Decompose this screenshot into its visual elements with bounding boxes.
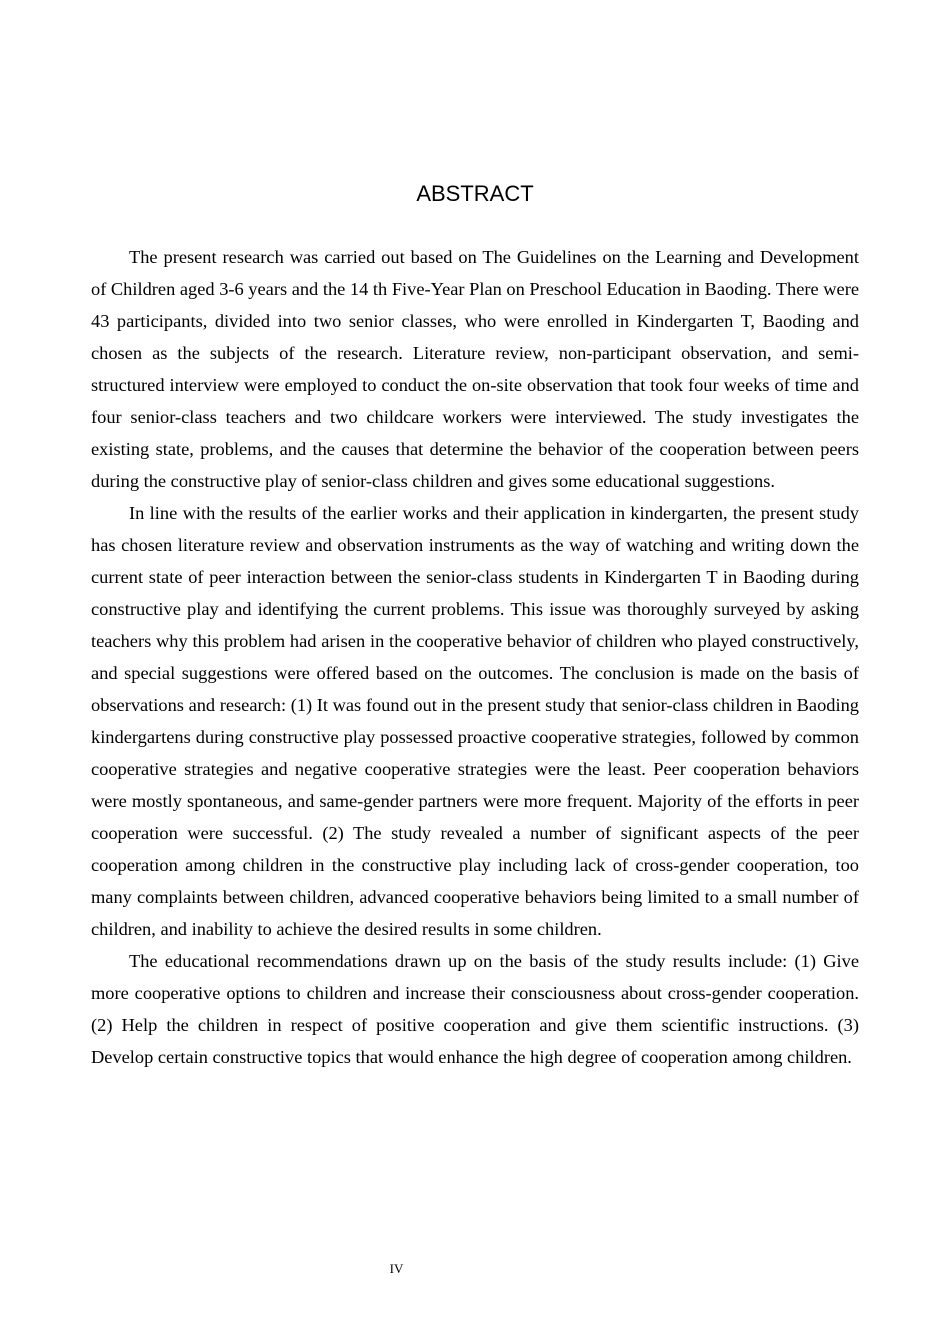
- page-number: IV: [389, 1261, 404, 1276]
- abstract-title: ABSTRACT: [416, 181, 534, 206]
- abstract-paragraph-1: The present research was carried out based on The Guidelines on the Learning and Development of Children aged 3-6 years and the 14 th Five-Year Plan on Preschool Education in Baoding. There were 43 participants, divided into two senior classes, who were enrolled in Kindergarten T, Baoding and chosen as the subjects of the research. Literature review, non-participant observation, and semi-structured interview were employed to conduct the on-site observation that took four weeks of time and four senior-class teachers and two childcare workers were interviewed. The study investigates the existing state, problems, and the causes that determine the behavior of the cooperation between peers during the constructive play of senior-class children and gives some educational suggestions.: [91, 247, 859, 491]
- abstract-paragraph-2: In line with the results of the earlier works and their application in kindergarten, the present study has chosen literature review and observation instruments as the way of watching and writing down the current state of peer interaction between the senior-class students in Kindergarten T in Baoding during constructive play and identifying the current problems. This issue was thoroughly surveyed by asking teachers why this problem had arisen in the cooperative behavior of children who played constructively, and special suggestions were offered based on the outcomes. The conclusion is made on the basis of observations and research: (1) It was found out in the present study that senior-class children in Baoding kindergartens during constructive play possessed proactive cooperative strategies, followed by common cooperative strategies and negative cooperative strategies were the least. Peer cooperation behaviors were mostly spontaneous, and same-gender partners were more frequent. Majority of the efforts in peer cooperation were successful. (2) The study revealed a number of significant aspects of the peer cooperation among children in the constructive play including lack of cross-gender cooperation, too many complaints between children, advanced cooperative behaviors being limited to a small number of children, and inability to achieve the desired results in some children.: [91, 503, 859, 939]
- abstract-body: [91, 241, 859, 1073]
- abstract-paragraph-3: The educational recommendations drawn up on the basis of the study results include: (1) Give more cooperative options to children and increase their consciousness about cross-gender cooperation. (2) Help the children in respect of positive cooperation and give them scientific instructions. (3) Develop certain constructive topics that would enhance the high degree of cooperation among children.: [91, 951, 859, 1067]
